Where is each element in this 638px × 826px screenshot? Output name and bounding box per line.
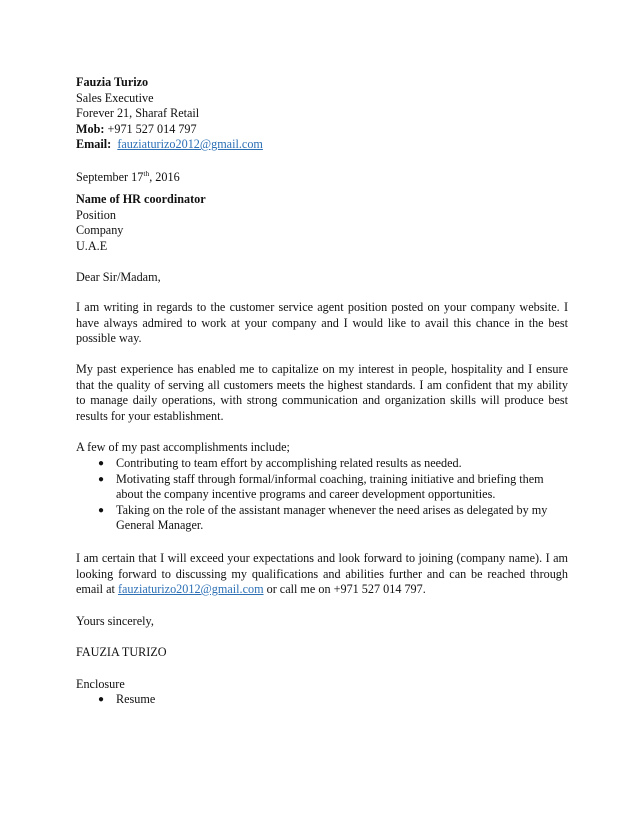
recipient-position: Position (76, 207, 116, 222)
sender-block (76, 75, 263, 153)
closing-paragraph (76, 551, 568, 598)
closing-text: I am certain that I will exceed your expectations and look forward to joining (company name). I am looking forward to discussing my qualifications and abilities further and can be reached through email at (76, 551, 568, 596)
list-item (76, 472, 568, 503)
sender-email-line (76, 137, 263, 153)
list-item-text: Motivating staff through formal/informal coaching, training initiative and briefing them about the company incentive programs and career development opportunities. (116, 471, 544, 501)
sender-name: Fauzia Turizo (76, 75, 149, 89)
enclosure-list (76, 692, 376, 708)
sender-company: Forever 21, Sharaf Retail (76, 106, 200, 120)
letter-date (76, 170, 180, 186)
signature-name: FAUZIA TURIZO (76, 645, 167, 659)
list-item (76, 456, 568, 472)
bullet-icon: ● (98, 473, 105, 485)
list-item (76, 503, 568, 534)
enclosure-label: Enclosure (76, 677, 125, 691)
recipient-country: U.A.E (76, 238, 108, 253)
list-item-text: Taking on the role of the assistant manager whenever the need arises as delegated by my General Manager. (116, 502, 548, 532)
recipient-company: Company (76, 223, 124, 237)
date-rest: , 2016 (149, 170, 180, 184)
intro-paragraph: I am writing in regards to the customer service agent position posted on your company website. I have always admired to work at your company and I would like to avail this chance in the best possible way. (76, 300, 568, 345)
date-prefix: September 17 (76, 170, 144, 184)
sender-title: Sales Executive (76, 90, 154, 105)
salutation: Dear Sir/Madam, (76, 270, 161, 284)
mobile-label: Mob: (76, 121, 105, 136)
closing-phone-text: or call me on +971 527 014 797. (263, 582, 426, 596)
closing-email-link[interactable]: fauziaturizo2012@gmail.com (117, 582, 264, 596)
list-item-text: Contributing to team effort by accomplishing related results as needed. (116, 456, 462, 470)
experience-paragraph: My past experience has enabled me to capitalize on my interest in people, hospitality and I ensure that the quality of serving all customers meets the highest standards. I am confident that my ability to manage daily operations, with strong communication and organization skills will produce best results for your establishment. (76, 362, 568, 423)
bullet-icon: ● (98, 458, 105, 469)
enclosure-item: Resume (116, 692, 156, 706)
bullet-icon: ● (98, 504, 105, 516)
recipient-name: Name of HR coordinator (76, 192, 206, 206)
sender-mobile-line (76, 122, 263, 138)
closing-phrase: Yours sincerely, (76, 614, 154, 628)
accomplishments-list (76, 456, 568, 534)
bullet-icon: ● (98, 694, 105, 705)
sender-email-link[interactable]: fauziaturizo2012@gmail.com (117, 137, 263, 151)
date-suffix: th (143, 168, 150, 178)
list-item (76, 692, 376, 708)
mobile-number: +971 527 014 797 (104, 121, 197, 136)
email-label: Email: (76, 137, 112, 151)
recipient-block (76, 192, 206, 254)
accomplishments-intro: A few of my past accomplishments include; (76, 440, 290, 454)
